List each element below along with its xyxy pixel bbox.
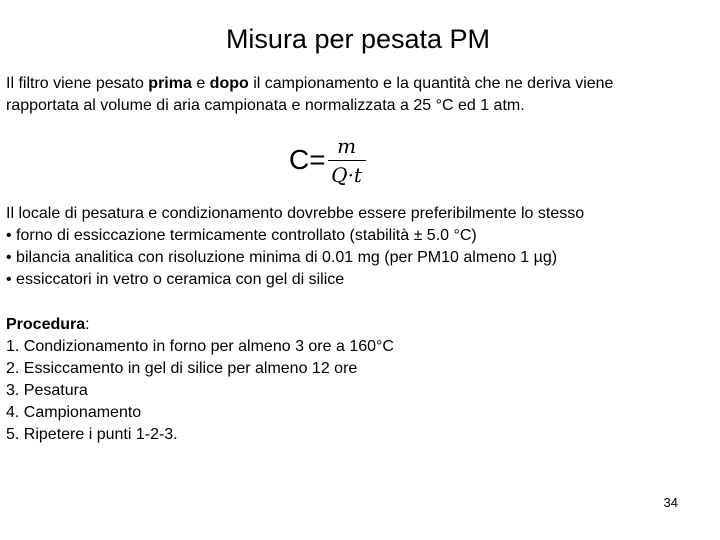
concentration-formula xyxy=(289,130,366,190)
intro-text-3: il campionamento e la quantità che ne deriva viene xyxy=(248,75,614,92)
lab-item: • forno di essiccazione termicamente controllato (stabilità ± 5.0 °C) xyxy=(6,227,477,244)
fraction-bar xyxy=(328,160,366,161)
lab-requirements xyxy=(6,203,584,291)
intro-paragraph xyxy=(6,73,613,117)
lab-item: • essiccatori in vetro o ceramica con gel di silice xyxy=(6,271,345,288)
procedure-section xyxy=(6,314,394,446)
procedure-step: 5. Ripetere i punti 1-2-3. xyxy=(6,426,178,443)
intro-line-2: rapportata al volume di aria campionata e normalizzata a 25 °C ed 1 atm. xyxy=(6,97,525,114)
procedure-step: 3. Pesatura xyxy=(6,382,88,399)
lab-heading: Il locale di pesatura e condizionamento dovrebbe essere preferibilmente lo stesso xyxy=(6,205,585,222)
lab-item: • bilancia analitica con risoluzione minima di 0.01 mg (per PM10 almeno 1 µg) xyxy=(6,249,558,266)
slide-title: Misura per pesata PM xyxy=(225,24,491,54)
procedure-heading xyxy=(6,314,394,336)
procedure-colon: : xyxy=(85,316,90,333)
intro-text-1: Il filtro viene pesato xyxy=(6,75,149,92)
procedure-step: 2. Essiccamento in gel di silice per almeno 12 ore xyxy=(6,360,358,377)
procedure-step: 1. Condizionamento in forno per almeno 3 ore a 160°C xyxy=(6,338,394,355)
procedure-label: Procedura xyxy=(6,316,86,333)
procedure-step: 4. Campionamento xyxy=(6,404,142,421)
formula-fraction xyxy=(328,133,366,188)
formula-lhs: C= xyxy=(289,144,326,175)
formula-denominator: Q·t xyxy=(331,162,362,187)
intro-bold-dopo: dopo xyxy=(209,75,249,92)
intro-bold-prima: prima xyxy=(148,75,192,92)
intro-line-1 xyxy=(6,73,613,95)
page-number: 34 xyxy=(663,495,678,510)
intro-text-2: e xyxy=(191,75,210,92)
formula-numerator: m xyxy=(337,133,357,158)
